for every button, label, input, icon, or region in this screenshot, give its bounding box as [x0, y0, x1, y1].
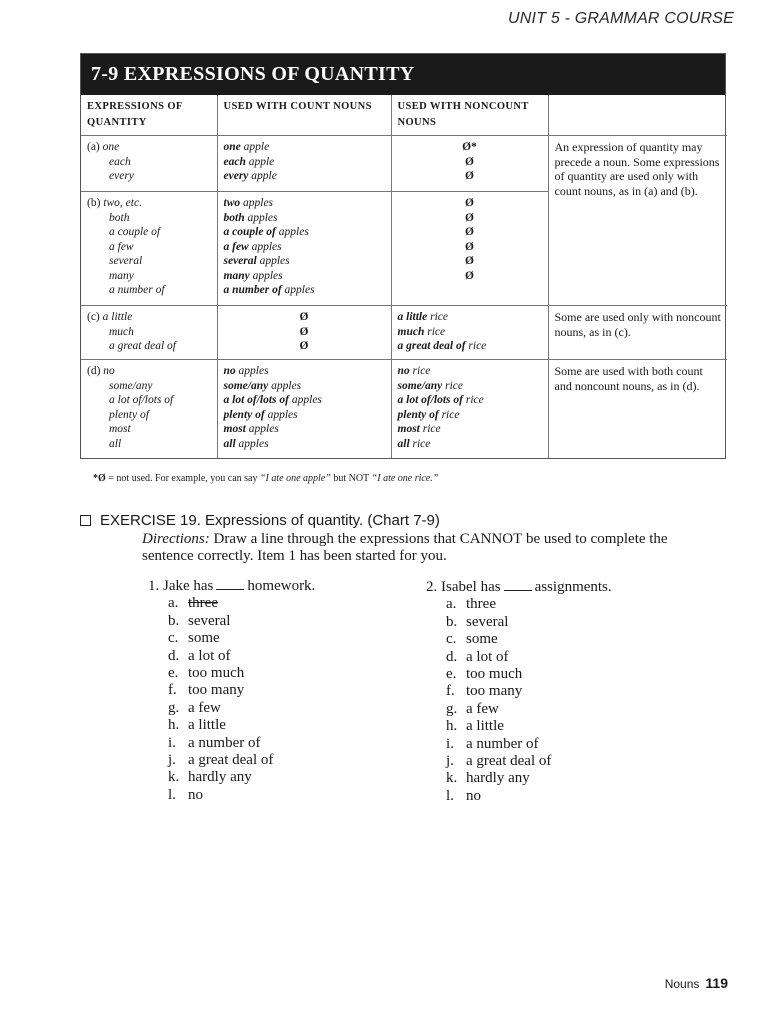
column-header-expressions: EXPRESSIONS OF QUANTITY [81, 95, 217, 136]
option-letter: c. [446, 631, 457, 648]
expression-line [87, 254, 211, 269]
directions-cannot: CANNOT [459, 531, 523, 547]
quantifier: no [223, 365, 236, 377]
row-label: (b) [87, 197, 101, 209]
option-letter: f. [446, 683, 455, 700]
example-line [398, 408, 542, 423]
option-item[interactable] [148, 769, 315, 786]
noun: apples [240, 197, 274, 209]
footnote-text: = not used. For example, you can say [105, 473, 260, 484]
quantifier: a little [397, 311, 428, 323]
expression-text: several [109, 255, 143, 267]
option-item[interactable] [426, 631, 612, 648]
directions-text-2: be used to complete the sentence correctly. Item 1 has been started for you. [142, 531, 668, 564]
example-line [224, 408, 385, 423]
option-text: some [466, 631, 498, 648]
noncount-nouns-cell [391, 306, 548, 360]
example-line [398, 325, 542, 340]
option-letter: a. [168, 595, 179, 612]
quantifier: all [223, 437, 236, 450]
expression-line [87, 310, 211, 325]
example-line [224, 225, 385, 240]
option-text: hardly any [188, 769, 252, 786]
noncount-nouns-cell [391, 192, 548, 306]
expression-text: both [109, 211, 130, 224]
footnote-example-incorrect: “I ate one rice.” [369, 473, 439, 484]
not-used-symbol: Ø [299, 340, 309, 352]
directions-text-1: Draw a line through the expressions that [209, 531, 460, 547]
expression-line [87, 437, 211, 452]
noun: apples [268, 379, 302, 392]
stem-after: homework. [247, 578, 316, 594]
stem-before: Jake has [163, 578, 214, 594]
option-text: a lot of [188, 647, 231, 664]
question-1 [148, 578, 315, 804]
answer-blank[interactable] [504, 580, 532, 591]
option-letter: e. [168, 665, 179, 682]
option-letter: l. [168, 786, 176, 803]
option-letter: j. [446, 753, 454, 770]
footnote-example-correct: “I ate one apple” [260, 473, 331, 484]
quantifier: some/any [223, 379, 269, 392]
exercise-heading [80, 512, 440, 529]
quantifier: a number of [223, 284, 282, 296]
option-text: a few [188, 699, 221, 716]
quantifier: a few [223, 240, 249, 253]
option-letter: j. [168, 752, 176, 769]
expression-line [87, 240, 211, 255]
row-label: (d) [87, 365, 101, 377]
noun: apples [248, 240, 282, 253]
expression-text: every [109, 170, 134, 182]
option-letter: h. [168, 717, 180, 734]
note-cell: An expression of quantity may precede a noun. Some expressions of quantity are used only with count nouns, as in (a) and (b). [548, 136, 727, 306]
unit-header: UNIT 5 - GRAMMAR COURSE [508, 10, 734, 27]
expression-text: a couple of [109, 226, 161, 238]
example-line [224, 269, 385, 284]
option-letter: b. [168, 612, 180, 629]
option-text: a little [466, 718, 504, 735]
footer-section: Nouns [664, 977, 700, 991]
option-letter: c. [168, 630, 179, 647]
example-line [398, 393, 542, 408]
option-text: too many [466, 683, 523, 700]
not-used-symbol: Ø [465, 226, 474, 238]
option-text: too much [188, 665, 245, 682]
expression-line [87, 283, 211, 298]
expressions-cell [81, 306, 217, 360]
note-cell: Some are used with both count and noncount nouns, as in (d). [548, 360, 727, 458]
count-nouns-cell [217, 136, 391, 192]
option-letter: f. [168, 682, 177, 699]
noun: apple [248, 170, 277, 182]
expression-line [87, 408, 211, 423]
example-line [224, 240, 385, 255]
expression-line [87, 364, 211, 379]
directions-lead: Directions: [142, 531, 210, 547]
option-letter: g. [168, 699, 180, 716]
chart-footnote [93, 473, 438, 484]
example-line [224, 379, 385, 394]
quantifier: a great deal of [397, 340, 466, 352]
note-cell: Some are used only with noncount nouns, as in (c). [548, 306, 727, 360]
quantifier: a couple of [223, 226, 276, 238]
table-row [81, 360, 727, 458]
example-line [224, 140, 385, 155]
expression-text: one [102, 141, 120, 153]
quantifier: every [223, 170, 249, 182]
expression-line [87, 169, 211, 184]
noun: rice [424, 325, 446, 338]
not-used-symbol: Ø [299, 325, 309, 338]
not-used-symbol: Ø* [462, 141, 477, 153]
expression-text: a few [109, 240, 134, 253]
not-used-symbol: Ø [465, 170, 474, 182]
noun: rice [463, 394, 484, 406]
expression-line [87, 211, 211, 226]
footnote-but: but [330, 473, 349, 484]
expression-line [87, 379, 211, 394]
noncount-nouns-cell [391, 136, 548, 192]
example-line [224, 169, 385, 184]
option-text: three [466, 596, 496, 613]
not-used-symbol: Ø [299, 311, 309, 323]
expression-line [87, 422, 211, 437]
expression-text: many [109, 269, 134, 282]
quantifier: no [397, 365, 410, 377]
option-letter: d. [446, 648, 458, 665]
column-header-notes [548, 95, 727, 136]
example-line [398, 339, 542, 354]
exercise-title: EXERCISE 19. Expressions of quantity. (Chart 7-9) [100, 512, 440, 529]
column-header-count: USED WITH COUNT NOUNS [217, 95, 391, 136]
option-text: some [188, 630, 220, 647]
quantifier: much [397, 325, 425, 338]
option-item[interactable] [148, 717, 315, 734]
quantifier: each [223, 155, 246, 168]
option-letter: b. [446, 613, 458, 630]
option-text: several [466, 613, 509, 630]
exercise-directions [142, 531, 682, 565]
noun: apples [275, 226, 309, 238]
option-item[interactable] [148, 735, 315, 752]
noun: rice [409, 365, 431, 377]
option-item[interactable] [426, 701, 612, 718]
expression-line [87, 140, 211, 155]
option-item[interactable] [426, 596, 612, 613]
table-header-row [81, 95, 727, 136]
example-line [224, 196, 385, 211]
quantity-chart [80, 53, 726, 459]
option-item[interactable] [148, 595, 315, 612]
option-text: no [466, 787, 481, 804]
option-letter: d. [168, 647, 180, 664]
checkbox-icon[interactable] [80, 515, 91, 526]
option-text: three [188, 595, 218, 612]
expression-line [87, 225, 211, 240]
noun: apples [264, 408, 298, 421]
example-line [224, 393, 385, 408]
not-used-symbol: Ø [465, 197, 474, 209]
count-nouns-cell [217, 192, 391, 306]
table-row [81, 136, 727, 192]
option-item[interactable] [426, 718, 612, 735]
expression-text: no [103, 365, 115, 377]
option-text: hardly any [466, 770, 530, 787]
count-nouns-cell [217, 360, 391, 458]
question-2 [426, 579, 612, 805]
quantity-table [81, 95, 727, 458]
expressions-cell [81, 136, 217, 192]
option-item[interactable] [426, 788, 612, 805]
quantifier: all [397, 437, 410, 450]
example-line [224, 254, 385, 269]
option-item[interactable] [426, 683, 612, 700]
option-item[interactable] [148, 787, 315, 804]
example-line [224, 364, 385, 379]
example-line [398, 437, 542, 452]
expression-text: each [109, 155, 131, 168]
example-line [224, 437, 385, 452]
expression-text: plenty of [109, 408, 149, 421]
page-number: 119 [705, 975, 728, 991]
page-footer [665, 975, 728, 991]
noun: apples [289, 394, 322, 406]
quantifier: most [223, 423, 246, 435]
example-line [398, 310, 542, 325]
chart-title: 7-9 EXPRESSIONS OF QUANTITY [81, 54, 725, 95]
table-row [81, 306, 727, 360]
expression-text: most [109, 423, 131, 435]
option-text: too many [188, 682, 245, 699]
noun: apples [235, 437, 269, 450]
option-item[interactable] [426, 614, 612, 631]
option-item[interactable] [148, 682, 315, 699]
noun: apples [249, 269, 283, 282]
option-letter: g. [446, 700, 458, 717]
expression-text: a great deal of [109, 340, 176, 352]
option-letter: k. [446, 770, 458, 787]
quantifier: one [223, 141, 241, 153]
not-used-symbol: Ø [465, 211, 474, 224]
example-line [224, 211, 385, 226]
not-used-symbol: Ø [465, 240, 474, 253]
noun: rice [427, 311, 448, 323]
noun: rice [419, 423, 441, 435]
noncount-nouns-cell [391, 360, 548, 458]
quantifier: a lot of/lots of [223, 394, 289, 406]
expression-text: a number of [109, 284, 165, 296]
expression-text: a lot of/lots of [109, 394, 174, 406]
question-number: 2. [426, 579, 438, 595]
option-item[interactable] [426, 736, 612, 753]
option-text: a few [466, 700, 499, 717]
quantifier: two [223, 197, 241, 209]
expressions-cell [81, 360, 217, 458]
option-text: no [188, 786, 203, 803]
expression-text: much [109, 325, 134, 338]
expression-line [87, 339, 211, 354]
not-used-symbol: Ø [465, 269, 474, 282]
expression-line [87, 269, 211, 284]
option-item[interactable] [426, 649, 612, 666]
option-letter: a. [446, 596, 457, 613]
question-stem [148, 578, 315, 595]
noun: apples [235, 365, 269, 377]
option-item[interactable] [148, 752, 315, 769]
not-used-symbol: Ø [465, 155, 474, 168]
noun: rice [409, 437, 431, 450]
example-line [224, 283, 385, 298]
option-text: a number of [466, 735, 539, 752]
option-text: a great deal of [466, 753, 552, 770]
question-stem [426, 579, 612, 596]
noun: apple [245, 155, 275, 168]
option-item[interactable] [148, 665, 315, 682]
expression-text: a little [102, 311, 133, 323]
expression-line [87, 155, 211, 170]
quantifier: several [223, 255, 257, 267]
row-label: (a) [87, 141, 100, 153]
option-item[interactable] [148, 648, 315, 665]
option-letter: h. [446, 718, 458, 735]
noun: rice [442, 379, 463, 392]
quantifier: plenty of [397, 408, 439, 421]
option-letter: i. [168, 734, 176, 751]
option-item[interactable] [148, 700, 315, 717]
example-line [398, 379, 542, 394]
expression-line [87, 393, 211, 408]
option-item[interactable] [148, 613, 315, 630]
noun: rice [465, 340, 487, 352]
row-label: (c) [87, 311, 100, 323]
option-item[interactable] [426, 770, 612, 787]
option-text: a number of [188, 734, 261, 751]
footnote-not: NOT [348, 473, 370, 484]
noun: apples [245, 423, 279, 435]
quantifier: some/any [397, 379, 443, 392]
stem-before: Isabel has [441, 579, 501, 595]
quantifier: a lot of/lots of [397, 394, 463, 406]
example-line [398, 422, 542, 437]
noun: apple [240, 141, 270, 153]
expressions-cell [81, 192, 217, 306]
option-letter: i. [446, 735, 454, 752]
column-header-noncount: USED WITH NONCOUNT NOUNS [391, 95, 548, 136]
quantifier: plenty of [223, 408, 265, 421]
noun: apples [256, 255, 290, 267]
quantifier: most [397, 423, 420, 435]
option-text: a lot of [466, 648, 509, 665]
expression-text: two, etc. [103, 197, 142, 209]
option-item[interactable] [148, 630, 315, 647]
option-text: too much [466, 666, 523, 683]
option-letter: l. [446, 787, 454, 804]
question-number: 1. [148, 578, 160, 594]
quantifier: both [223, 211, 245, 224]
example-line [224, 155, 385, 170]
expression-line [87, 325, 211, 340]
noun: apples [281, 284, 315, 296]
noun: apples [244, 211, 278, 224]
option-text: several [188, 612, 231, 629]
option-item[interactable] [426, 753, 612, 770]
expression-line [87, 196, 211, 211]
option-text: a great deal of [188, 752, 274, 769]
expression-text: all [109, 437, 122, 450]
answer-blank[interactable] [216, 579, 244, 590]
not-used-symbol: Ø [465, 255, 474, 267]
count-nouns-cell [217, 306, 391, 360]
footnote-symbol: *Ø [93, 473, 106, 484]
option-letter: e. [446, 666, 457, 683]
option-item[interactable] [426, 666, 612, 683]
expression-text: some/any [109, 379, 153, 392]
quantifier: many [223, 269, 250, 282]
option-text: a little [188, 717, 226, 734]
option-letter: k. [168, 769, 180, 786]
noun: rice [438, 408, 460, 421]
example-line [224, 422, 385, 437]
example-line [398, 364, 542, 379]
stem-after: assignments. [534, 579, 612, 595]
